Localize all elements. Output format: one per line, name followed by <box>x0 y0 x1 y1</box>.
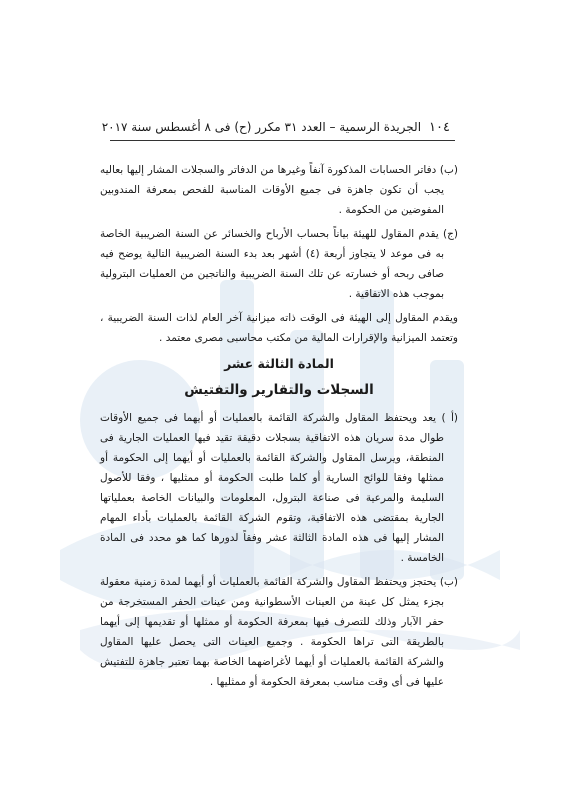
article-title: السجلات والتقارير والتفتيش <box>184 382 374 398</box>
article-heading: المادة الثالثة عشر <box>224 356 334 371</box>
paragraph-a-operations-records: (أ ) يعد ويحتفظ المقاول والشركة القائمة بالعمليات أو أيهما فى جميع الأوقات طوال مدة سريان هذه الاتفاقية بسجلات دقيقة تقيد فيها العمليات الجارية فى المنطقة، ويرسل المقاول والشركة القائمة بالعمليات أو أيهما إلى الحكومة أو ممثلها وفقا للوائح السارية أو كلما طلبت الحكومة أو ممثليها ، وفقا للأصول السليمة والمرعية فى صناعة البترول، المعلومات والبيانات الخاصة بعملياتها الجارية بمقتضى هذه الاتفاقية، وتقوم الشركة القائمة بالعمليات بأداء المهام المشار إليها فى هذه المادة الثالثة عشر وفقاً لدورها كما هو محدد فى المادة الخامسة . <box>100 412 458 564</box>
header-divider <box>110 140 455 141</box>
document-body <box>100 160 458 696</box>
paragraph-balance-sheet: ويقدم المقاول إلى الهيئة فى الوقت ذاته ميزانية آخر العام لذات السنة الضريبية ، وتعتمد الميزانية والإقرارات المالية من مكتب محاسبى مصرى معتمد . <box>100 312 458 344</box>
paragraph-j-profit-statement: (ج) يقدم المقاول للهيئة بياناً بحساب الأرباح والخسائر عن السنة الضريبية الخاصة به فى موعد لا يتجاوز أربعة (٤) أشهر بعد بدء السنة الضريبية التالية يوضح فيه صافى ربحه أو خسارته عن تلك السنة الضريبية والناتجين من العمليات البترولية بموجب هذه الاتفاقية . <box>100 228 458 300</box>
paragraph-b-records: (ب) دفاتر الحسابات المذكورة آنفاً وغيرها من الدفاتر والسجلات المشار إليها بعاليه يجب أن تكون جاهزة فى جميع الأوقات المناسبة للفحص بمعرفة المندوبين المفوضين من الحكومة . <box>100 164 458 216</box>
page-header <box>101 120 450 135</box>
paragraph-b-samples: (ب) يحتجز ويحتفظ المقاول والشركة القائمة بالعمليات أو أيهما لمدة زمنية معقولة بجزء يمثل كل عينة من العينات الأسطوانية ومن عينات الحفر المستخرجة من حفر الآبار وذلك للتصرف فيها بمعرفة الحكومة أو ممثلها أو تقديمها إلى أيهما بالطريقة التى تراها الحكومة . وجميع العينات التى يحصل عليها المقاول والشركة القائمة بالعمليات أو أيهما لأغراضهما الخاصة بهما تعتبر جاهزة للتفتيش عليها فى أى وقت مناسب بمعرفة الحكومة أو ممثليها . <box>100 576 458 688</box>
page-number: ١٠٤ <box>429 120 450 135</box>
publication-line: الجريدة الرسمية – العدد ٣١ مكرر (ح) فى ٨ أغسطس سنة ٢٠١٧ <box>101 120 422 134</box>
